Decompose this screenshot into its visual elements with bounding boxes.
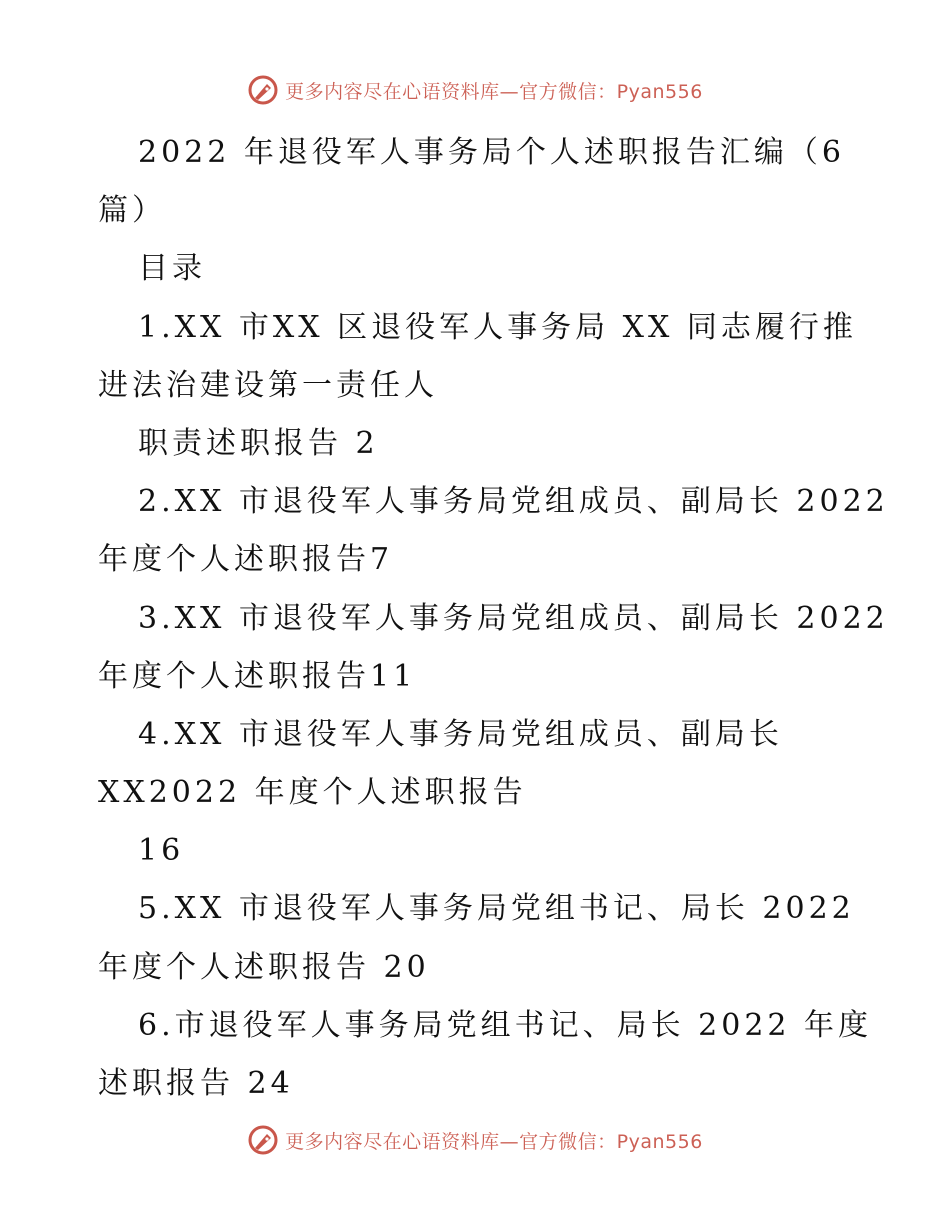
toc-item-5-cont: 年度个人述职报告 20 [98, 949, 430, 985]
toc-item-2: 2.XX 市退役军人事务局党组成员、副局长 2022 [138, 484, 889, 520]
toc-item-4: 4.XX 市退役军人事务局党组成员、副局长 [138, 716, 783, 752]
toc-item-3-cont: 年度个人述职报告11 [98, 658, 417, 694]
toc-heading: 目录 [138, 251, 206, 287]
document-body [98, 124, 889, 1113]
toc-item-4-page: 16 [138, 833, 185, 869]
footer-watermark [0, 1120, 950, 1160]
toc-item-6-cont: 述职报告 24 [98, 1066, 294, 1101]
watermark-text: 更多内容尽在心语资料库—官方微信：Pyan556 [285, 1130, 703, 1153]
watermark-text: 更多内容尽在心语资料库—官方微信：Pyan556 [285, 80, 703, 103]
toc-item-6: 6.市退役军人事务局党组书记、局长 2022 年度 [138, 1007, 873, 1043]
doc-line-title: 2022 年退役军人事务局个人述职报告汇编（6 [138, 135, 845, 170]
header-watermark [0, 70, 950, 110]
toc-item-4-cont: XX2022 年度个人述职报告 [98, 775, 527, 811]
toc-item-3: 3.XX 市退役军人事务局党组成员、副局长 2022 [138, 600, 889, 636]
toc-item-1-cont-2: 职责述职报告 2 [138, 425, 379, 461]
toc-item-5: 5.XX 市退役军人事务局党组书记、局长 2022 [138, 891, 855, 927]
pen-nib-circle-icon [247, 74, 279, 106]
toc-item-1: 1.XX 市XX 区退役军人事务局 XX 同志履行推 [138, 309, 857, 345]
doc-line-title-cont: 篇） [98, 193, 166, 229]
toc-item-2-cont: 年度个人述职报告7 [98, 542, 394, 578]
pen-nib-circle-icon [247, 1124, 279, 1156]
toc-item-1-cont: 进法治建设第一责任人 [98, 367, 438, 403]
